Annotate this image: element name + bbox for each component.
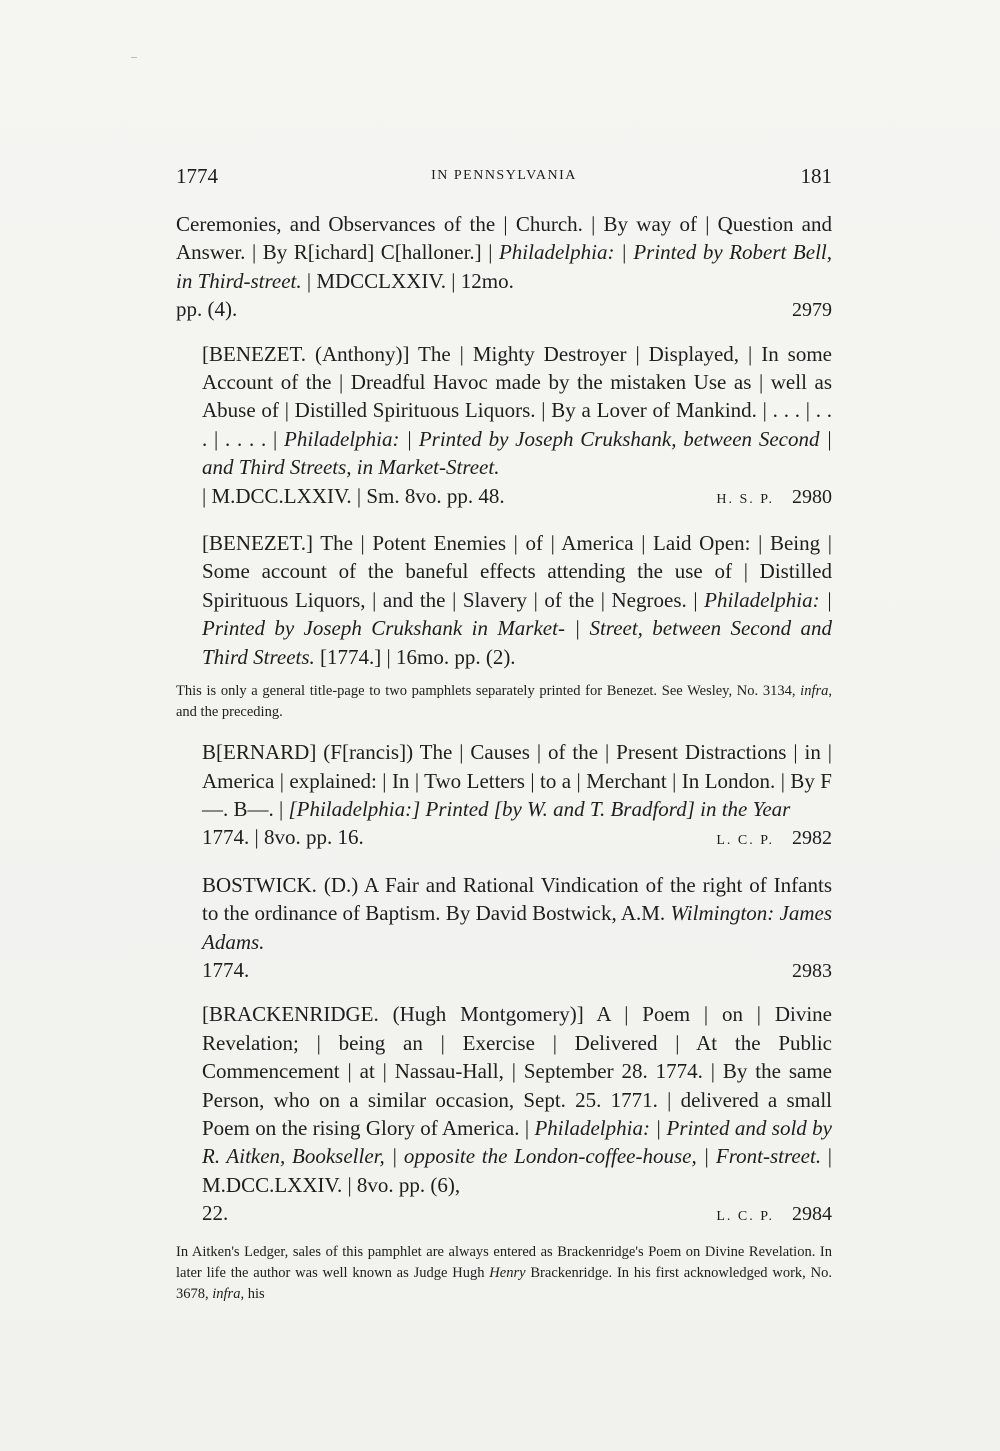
bibliography-entry: BOSTWICK. (D.) A Fair and Rational Vindication of the right of Infants to the ordinance of Baptism. By David Bostwick, A.M. Wilmington: James Adams. 1774. 2983 bbox=[176, 871, 832, 986]
library-location: L. C. P. bbox=[716, 1209, 774, 1225]
entry-number: 2980 bbox=[792, 485, 832, 508]
entry-number: 2982 bbox=[792, 827, 832, 850]
entry-number: 2979 bbox=[792, 299, 832, 322]
scan-mark bbox=[131, 57, 137, 58]
page-content bbox=[176, 210, 832, 1305]
library-location: L. C. P. bbox=[716, 833, 774, 849]
running-title: IN PENNSYLVANIA bbox=[431, 168, 577, 183]
entry-note: This is only a general title-page to two pamphlets separately printed for Benezet. See Wesley, No. 3134, infra, and the preceding. bbox=[176, 683, 832, 721]
bibliography-entry: B[ERNARD] (F[rancis]) The | Causes | of the | Present Distractions | in | America | explained: | In | Two Letters | to a | Merchant | In London. | By F—. B—. | [Philadelphia:] Printed [by W. and T. Bradford] in the Year 1774. | 8vo. pp. 16. L. C. P. 2982 bbox=[176, 738, 832, 856]
entry-number: 2983 bbox=[792, 959, 832, 982]
bibliography-entry: [BRACKENRIDGE. (Hugh Montgomery)] A | Poem | on | Divine Revelation; | being an | Exercise | Delivered | At the Public Commencement | at | Nassau-Hall, | September 28. 1774. | By the same Person, who on a similar occasion, Sept. 25. 1771. | delivered a small Poem on the rising Glory of America. | Philadelphia: | Printed and sold by R. Aitken, Bookseller, | opposite the London-coffee-house, | Front-street. | M.DCC.LXXIV. | 8vo. pp. (6), 22. L. C. P. 2984 bbox=[176, 1000, 832, 1231]
page-header bbox=[176, 164, 832, 194]
library-location: H. S. P. bbox=[716, 491, 774, 507]
page-number: 181 bbox=[800, 164, 832, 188]
bibliography-entry: Ceremonies, and Observances of the | Church. | By way of | Question and Answer. | By R[ichard] C[halloner.] | Philadelphia: | Printed by Robert Bell, in Third-street. | MDCCLXXIV. | 12mo. pp. (4). 2979 bbox=[176, 210, 832, 325]
entry-note: In Aitken's Ledger, sales of this pamphlet are always entered as Brackenridge's Poem on Divine Revelation. In later life the author was well known as Judge Hugh Henry Brackenridge. In his first acknowledged work, No. 3678, infra, his bbox=[176, 1243, 832, 1302]
bibliography-entry: [BENEZET.] The | Potent Enemies | of | America | Laid Open: | Being | Some account of the baneful effects attending the use of | Distilled Spirituous Liquors, | and the | Slavery | of the | Negroes. | Philadelphia: | Printed by Joseph Crukshank in Market- | Street, between Second and Third Streets. [1774.] | 16mo. pp. (2). bbox=[202, 531, 832, 669]
header-year: 1774 bbox=[176, 164, 218, 188]
entry-number: 2984 bbox=[792, 1203, 832, 1226]
bibliography-entry: [BENEZET. (Anthony)] The | Mighty Destroyer | Displayed, | In some Account of the | Dreadful Havoc made by the mistaken Use as | well as Abuse of | Distilled Spirituous Liquors. | By a Lover of Mankind. | . . . | . . . | . . . . | Philadelphia: | Printed by Joseph Crukshank, between Second | and Third Streets, in Market-Street. | M.DCC.LXXIV. | Sm. 8vo. pp. 48. H. S. P. 2980 bbox=[176, 340, 832, 514]
